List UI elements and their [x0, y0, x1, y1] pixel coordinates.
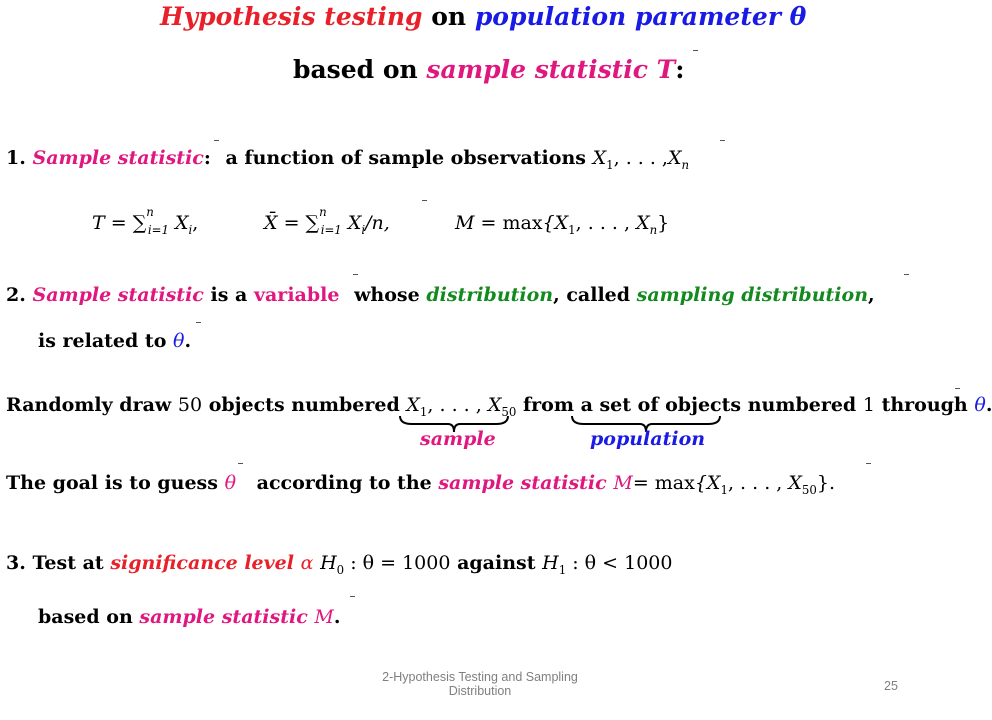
- item1-sample-list: $X_1$, . . . $,X_n$: [592, 147, 690, 172]
- item2-isa: is a: [210, 284, 248, 306]
- item3-against: against: [457, 552, 536, 574]
- item1-text: a function of sample observations: [225, 147, 586, 169]
- item2-term: Sample statistic: [32, 284, 204, 306]
- formula-M: $M = \max\{X_1$, . . . , $X_n$}: [455, 212, 670, 237]
- item1-colon: :: [203, 147, 211, 169]
- draw-objects: objects numbered: [208, 394, 400, 416]
- goal-line: The goal is to guess θ according to the sample statistic $M= \max\{X_1$, . . . , $X_{50}$}.: [6, 472, 836, 497]
- item1-line: [6, 147, 690, 172]
- title-sample-statistic: sample statistic: [426, 55, 648, 84]
- item3-line2: based on sample statistic M.: [38, 606, 341, 628]
- title-on: on: [431, 2, 467, 31]
- sample-label: sample: [420, 428, 496, 450]
- item1-term: Sample statistic: [32, 147, 204, 169]
- title-hypothesis-testing: Hypothesis testing: [160, 2, 423, 31]
- slide-title-line1: [160, 2, 806, 31]
- item2-whose: whose: [354, 284, 420, 306]
- item3-test: Test at: [32, 552, 104, 574]
- goal-theta: θ: [224, 472, 237, 494]
- item2-number: 2.: [6, 284, 26, 306]
- slide-title-line2: [293, 55, 685, 84]
- draw-through: through: [881, 394, 968, 416]
- item2-sampling-distribution: sampling distribution: [636, 284, 869, 306]
- item2-related: is related to: [38, 330, 167, 352]
- item3-sample-statistic: sample statistic: [139, 606, 308, 628]
- item2-distribution: distribution: [426, 284, 554, 306]
- item3-significance-level: significance level: [110, 552, 294, 574]
- item3-number: 3.: [6, 552, 26, 574]
- title-population-parameter: population parameter: [474, 2, 781, 31]
- item2-line1: 2. Sample statistic is a variable whose distribution, called sampling distribution,: [6, 284, 875, 306]
- title-theta: θ: [789, 2, 807, 31]
- draw-fifty: 50: [177, 394, 203, 416]
- item2-called: , called: [553, 284, 631, 306]
- goal-text2: according to the: [256, 472, 432, 494]
- draw-numbered: numbered: [747, 394, 857, 416]
- item3-line1: [6, 552, 673, 577]
- draw-sample-list: $X_1$, . . . , $X_{50}$: [406, 394, 517, 419]
- title-colon: :: [675, 55, 685, 84]
- item2-theta: θ: [173, 330, 185, 352]
- item3-alpha: α: [300, 552, 314, 574]
- item2-line2: is related to θ.: [38, 330, 192, 352]
- footer-title: 2-Hypothesis Testing and Sampling Distribution: [382, 670, 578, 698]
- goal-max-expression: = $\max\{X_1$, . . . , $X_{50}$}.: [632, 472, 836, 497]
- title-based-on: based on: [293, 55, 418, 84]
- title-T: T: [656, 55, 676, 84]
- draw-line: Randomly draw 50 objects numbered $X_1$, . . . , $X_{50}$ from a set of objects numbered 1 through θ.: [6, 394, 992, 419]
- goal-text1: The goal is to guess: [6, 472, 218, 494]
- draw-theta: θ: [974, 394, 986, 416]
- item1-number: 1.: [6, 147, 26, 169]
- population-label: population: [590, 428, 706, 450]
- draw-randomly: Randomly draw: [6, 394, 172, 416]
- formula-T: T = ∑$^n_{i=1}$ $X_i$,: [92, 204, 199, 237]
- formula-xbar: X̄ = ∑$^n_{i=1}$ $X_i/n$,: [264, 204, 390, 237]
- item2-variable: variable: [253, 284, 340, 306]
- item3-h1: $H_1$ : θ < 1000: [542, 552, 673, 577]
- item3-h0: $H_0$ : θ = 1000: [320, 552, 451, 577]
- goal-sample-statistic: sample statistic: [438, 472, 607, 494]
- draw-set: a set of objects: [580, 394, 742, 416]
- page-number: 25: [884, 679, 898, 693]
- draw-from: from: [522, 394, 574, 416]
